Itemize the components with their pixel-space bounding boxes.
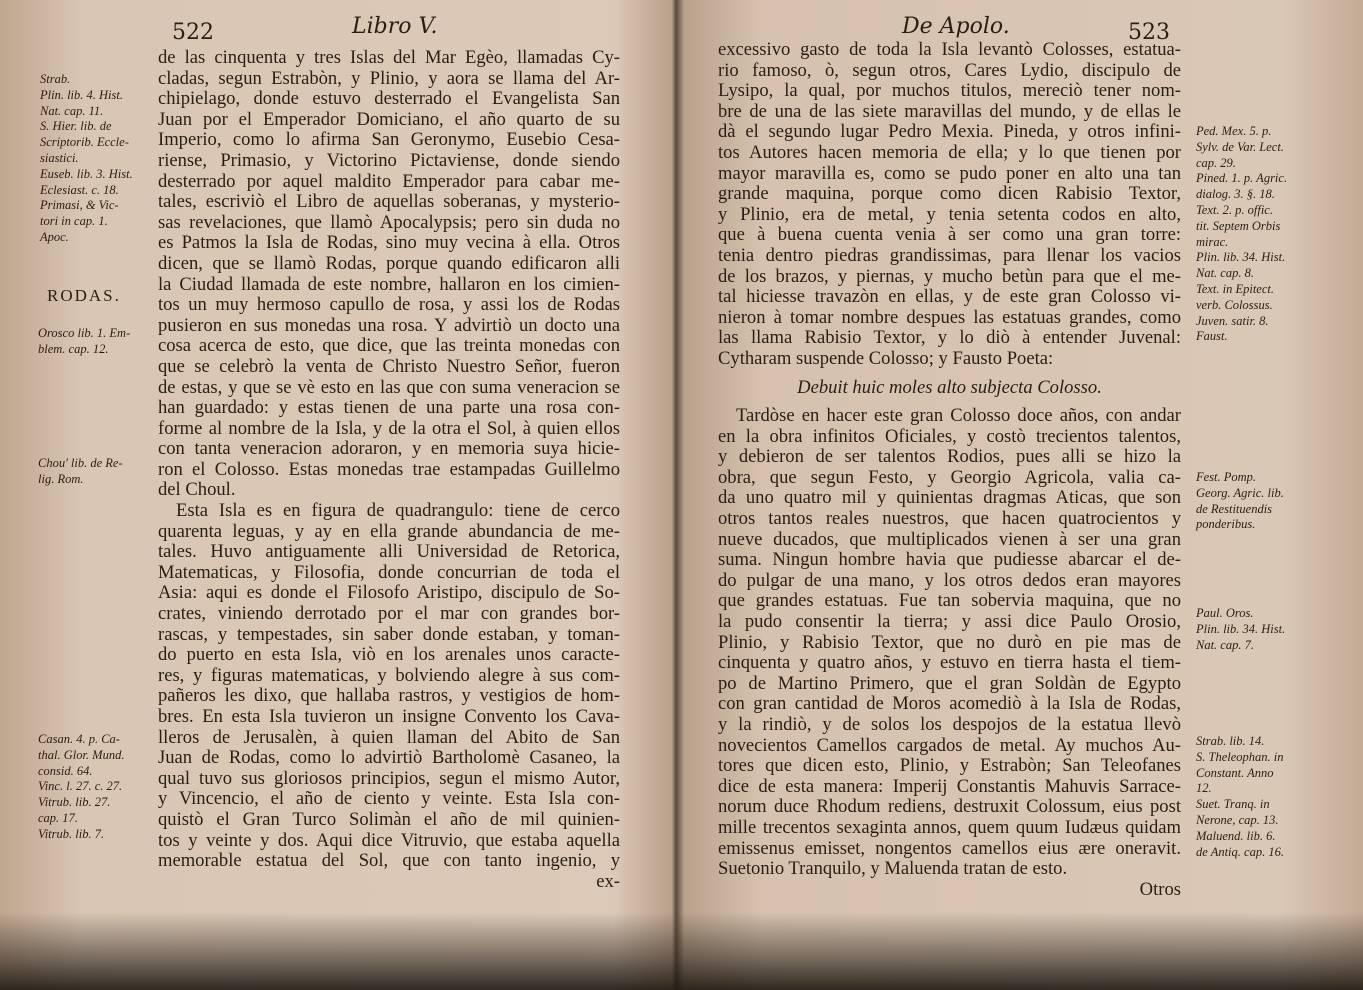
margin-note-line: thal. Glor. Mund. (38, 747, 125, 762)
text-line: Cytharam suspende Colosso; y Fausto Poeta: (718, 347, 1054, 369)
text-line: grande maquina, porque como dicen Rabisio Textor, (718, 183, 1181, 205)
text-line: res, y figuras matematicas, y bolviendo alegre à sus com- (158, 664, 620, 686)
text-line: emissenus emisset, nongentos camellos eius ære oneravit. (718, 837, 1181, 859)
text-line: riense, Primasio, y Victorino Pictaviense, donde siendo (158, 149, 620, 171)
margin-note-line: Plin. lib. 4. Hist. (40, 87, 123, 102)
text-line: pañeros les dixo, que hallaba rastros, y vestigios de hom- (158, 685, 620, 707)
running-head: Libro V. (352, 14, 438, 39)
text-line: Imperio, como lo afirma San Geronymo, Eusebio Cesa- (158, 129, 620, 151)
text-line: cinquenta y quatro años, y estuvo en tierra hasta el tiem- (718, 652, 1181, 674)
margin-note (38, 732, 124, 843)
text-line: po de Martino Primero, que el gran Soldàn de Egypto (718, 672, 1181, 694)
text-line: do pulgar de una mano, y los otros dedos eran mayores (718, 569, 1181, 591)
margin-note-line: mirac. (1196, 234, 1229, 249)
margin-note-line: Strab. (40, 72, 71, 86)
margin-note-line: Georg. Agric. lib. (1196, 485, 1284, 500)
margin-note-line: Apoc. (40, 229, 69, 244)
text-line: crates, viniendo derrotado por el mar con grandes bor- (158, 603, 620, 625)
section-heading: RODAS. (47, 286, 121, 305)
text-line: da uno quatro mil y quinientas dragmas Aticas, que son (718, 487, 1181, 509)
text-line: chipielago, donde estuvo desterrado el Evangelista San (158, 88, 620, 110)
text-line: quistò el Gran Turco Solimàn el año de mil quinien- (158, 808, 620, 830)
text-line: tos y veinte y dos. Aqui dice Vitruvio, que estaba aquella (158, 829, 620, 851)
margin-note-line: Vitrub. lib. 27. (38, 795, 111, 810)
margin-note-line: Chou' lib. de Re- (38, 456, 123, 470)
page-number: 523 (1128, 20, 1170, 45)
margin-note-line: Casan. 4. p. Ca- (38, 732, 120, 746)
text-line: con gran cantidad de Moros acomediò à la Isla de Rodas, (718, 693, 1181, 715)
margin-note-line: tori in cap. 1. (40, 214, 108, 229)
text-line: novecientos Camellos cargados de metal. Ay muchos Au- (718, 734, 1181, 756)
text-line: dice de esta manera: Imperij Constantis Mahuvis Sarrace- (718, 775, 1181, 797)
text-line: es Patmos la Isla de Rodas, sino muy vecina à ella. Otros (158, 232, 620, 254)
text-line: Otros (1139, 878, 1181, 900)
margin-note-line: Sylv. de Var. Lect. (1196, 139, 1284, 154)
text-line: de las cinquenta y tres Islas del Mar Egèo, llamadas Cy- (158, 47, 620, 68)
margin-note-line: de Antiq. cap. 16. (1196, 844, 1284, 859)
margin-note-line: Primasi, & Vic- (40, 198, 119, 213)
margin-note-line: blem. cap. 12. (38, 341, 109, 356)
margin-note-line: Nat. cap. 11. (40, 103, 104, 118)
margin-note-line: Faust. (1196, 329, 1228, 344)
margin-note (1196, 606, 1285, 653)
text-line: del Choul. (158, 479, 236, 501)
margin-note (38, 326, 130, 358)
text-line: rio famoso, ò, segun otros, Cares Lydio, discipulo de (718, 59, 1181, 81)
text-line: de estas, y que se vè esto en las que con suma veneracion se (158, 376, 620, 398)
margin-note-line: verb. Colossus. (1196, 297, 1273, 312)
margin-note-line: tit. Septem Orbis (1196, 218, 1281, 233)
margin-note (1196, 470, 1284, 533)
margin-note-line: Euseb. lib. 3. Hist. (40, 166, 133, 181)
text-line: nueve ducados, que multiplicados vienen à ser una gran (718, 528, 1181, 550)
margin-note-line: Vitrub. lib. 7. (38, 826, 105, 841)
text-line: que à buena cuenta venia à ser como una gran torre: (718, 224, 1181, 246)
margin-note (40, 72, 133, 246)
text-line: y la rindiò, y de solos los despojos de la estatua llevò (718, 714, 1181, 735)
text-line: que se celebrò la venta de Christo Nuestro Señor, fueron (158, 355, 620, 377)
margin-note-line: Plin. lib. 34. Hist. (1196, 250, 1286, 265)
text-line: tales, escriviò el Libro de aquellas soberanas, y mysterio- (158, 191, 620, 213)
text-line: tenia dentro piedras grandissimas, para llenar los vacios (718, 244, 1181, 266)
margin-note-line: 12. (1196, 781, 1212, 796)
text-line: quarenta leguas, y ay en ella grande abundancia de me- (158, 520, 620, 542)
text-line: tos Autores hacen memoria de ella; y lo que tienen por (718, 141, 1181, 163)
margin-note-line: siastici. (40, 150, 79, 165)
text-line: la pudo consentir la tierra; y assi dice Paulo Orosio, (718, 611, 1181, 633)
text-line: dicen, que se llamò Rodas, porque quando edificaron alli (158, 252, 620, 274)
page-number: 522 (172, 20, 214, 45)
text-line: Lysipo, la qual, por muchos titulos, mereciò tener nom- (718, 80, 1181, 102)
text-line: en la obra infinitos Oficiales, y costò trecientos talentos, (718, 425, 1181, 447)
margin-note-line: cap. 17. (38, 810, 78, 825)
text-line: sas revelaciones, que llamò Apocalypsis; pero sin duda no (158, 211, 620, 233)
margin-note-line: ponderibus. (1196, 517, 1256, 532)
margin-note-line: dialog. 3. §. 18. (1196, 187, 1275, 202)
body-text (718, 40, 1181, 900)
margin-note (38, 456, 123, 488)
text-line: ex- (596, 870, 620, 892)
margin-note-line: Vinc. l. 27. c. 27. (38, 779, 123, 794)
margin-note-line: consid. 64. (38, 763, 93, 778)
margin-note-line: Fest. Pomp. (1196, 470, 1257, 484)
margin-note-line: cap. 29. (1196, 155, 1236, 170)
margin-note-line: S. Hier. lib. de (40, 119, 112, 134)
text-line: Juan de Rodas, como lo advirtiò Bartholomè Casaneo, la (158, 747, 620, 769)
margin-note (1196, 124, 1287, 345)
margin-note-line: de Restituendis (1196, 501, 1273, 516)
text-line: y Plinio, era de metal, y tenia setenta codos en alto, (718, 203, 1181, 225)
text-line: do puerto en esta Isla, viò en los arenales unos caracte- (158, 644, 620, 666)
margin-note-line: Text. 2. p. offic. (1196, 202, 1273, 217)
text-line: Esta Isla es en figura de quadrangulo: tiene de cerco (176, 500, 620, 522)
text-line: que grandes estatuas. Fue tan sobervia maquina, que no (718, 590, 1181, 612)
text-line: mayor maravilla es, como se pudo poner en alto una tan (718, 162, 1181, 184)
text-line: Plinio, y Rabisio Textor, que no durò en pie mas de (718, 631, 1181, 653)
text-line: nieron à tomar nombre despues las estatuas grandes, como (718, 306, 1181, 328)
text-line: cosa acerca de esto, que dice, que las treinta monedas con (158, 335, 620, 357)
right-page (680, 0, 1363, 930)
text-line: tales. Huvo antiguamente alli Universidad de Retorica, (158, 541, 620, 563)
margin-note-line: Scriptorib. Eccle- (40, 135, 129, 150)
margin-note-line: Eclesiast. c. 18. (40, 182, 119, 197)
margin-note (1196, 734, 1284, 860)
margin-note-line: Nat. cap. 7. (1196, 637, 1254, 652)
text-line: y debieron de ser talentos Rodios, pues alli se hizo la (718, 446, 1181, 468)
text-line: pusieron en sus monedas una rosa. Y advirtiò un docto una (158, 314, 620, 336)
text-line: dà el segundo lugar Pedro Mexia. Pineda, y otros infini- (718, 121, 1181, 143)
text-line: Matematicas, y Filosofia, donde concurrian de toda el (158, 561, 620, 583)
text-line: forme al nombre de la Isla, y de la otra el Sol, à quien ellos (158, 417, 620, 439)
table-surface (0, 912, 1363, 990)
text-line: con tanta veneracion adoraron, y en memoria suya hicie- (158, 438, 620, 460)
text-line: mille trecentos sexaginta annos, quem quum Iudæus quidam (718, 816, 1181, 838)
text-line: y Vincencio, el año de ciento y veinte. Esta Isla con- (158, 788, 620, 810)
text-line: otros tantos reales nuestros, que hacen quatrocientos y (718, 508, 1181, 530)
text-line: bre de una de las siete maravillas del mundo, y de ellas le (718, 100, 1181, 122)
text-line: excessivo gasto de toda la Isla levantò Colosses, estatua- (718, 39, 1181, 60)
text-line: Juan por el Emperador Domiciano, el año quarto de su (158, 108, 620, 130)
text-line: Suetonio Tranquilo, y Maluenda tratan de esto. (718, 858, 1068, 880)
text-line: tores que dicen esto, Plinio, y Estrabòn; San Teleofanes (718, 755, 1181, 777)
text-line: norum duce Rhodum rediens, destruxit Colossum, eius post (718, 796, 1181, 818)
text-line: desterrado por aquel maldito Emperador para cabar me- (158, 170, 620, 192)
text-line: suma. Ningun hombre havia que pudiesse abarcar el de- (718, 549, 1181, 571)
margin-note-line: Orosco lib. 1. Em- (38, 326, 131, 340)
text-line: la Ciudad llamada de este nombre, hallaron en los cimien- (158, 273, 620, 295)
body-text (158, 48, 620, 892)
text-line: bres. En esta Isla tuvieron un insigne Convento los Cava- (158, 706, 620, 727)
text-line: de los brazos, y piernas, y mucho betùn para que el me- (718, 265, 1181, 287)
margin-note-line: Paul. Oros. (1196, 606, 1254, 620)
text-line: tal hiciesse travazòn en ellas, y de este gran Colosso vi- (718, 286, 1181, 308)
margin-note-line: Juven. satir. 8. (1196, 313, 1269, 328)
text-line: cladas, segun Estrabòn, y Plinio, y aora se llama del Ar- (158, 67, 620, 89)
margin-note-line: Nat. cap. 8. (1196, 266, 1254, 281)
text-line: Debuit huic moles alto subjecta Colosso. (797, 376, 1102, 398)
margin-note-line: S. Theleophan. in (1196, 749, 1284, 764)
text-line: lleros de Jerusalèn, à quien llaman del Abito de San (158, 726, 620, 748)
margin-note-line: Plin. lib. 34. Hist. (1196, 621, 1286, 636)
text-line: Tardòse en hacer este gran Colosso doce años, con andar (736, 405, 1181, 427)
margin-note-line: Pined. 1. p. Agric. (1196, 171, 1288, 186)
margin-note-line: Ped. Mex. 5. p. (1196, 124, 1272, 138)
margin-note-line: Strab. lib. 14. (1196, 734, 1265, 748)
margin-note-line: Text. in Epitect. (1196, 281, 1274, 296)
margin-note-line: Maluend. lib. 6. (1196, 828, 1276, 843)
text-line: han guardado: y estas tienen de una parte una rosa con- (158, 397, 620, 419)
text-line: ron el Colosso. Estas monedas trae estampadas Guillelmo (158, 458, 620, 480)
margin-note-line: Constant. Anno (1196, 765, 1274, 780)
text-line: tos un muy hermoso capullo de rosa, y assi los de Rodas (158, 294, 620, 316)
margin-note-line: Suet. Tranq. in (1196, 797, 1270, 812)
margin-note-line: lig. Rom. (38, 471, 84, 486)
text-line: Asia: aqui es donde el Filosofo Aristipo, discipulo de So- (158, 582, 620, 604)
running-head: De Apolo. (902, 14, 1010, 39)
text-line: memorable estatua del Sol, que con tanto ingenio, y (158, 850, 620, 872)
text-line: rascas, y tempestades, sin saber donde estaban, y toman- (158, 623, 620, 645)
text-line: qual tuvo sus gloriosos principios, segun el mismo Autor, (158, 767, 620, 789)
margin-note-line: Nerone, cap. 13. (1196, 812, 1279, 827)
left-page (0, 0, 668, 930)
text-line: obra, que segun Festo, y Georgio Agricola, valia ca- (718, 466, 1181, 488)
text-line: las llama Rabisio Textor, y lo diò à entender Juvenal: (718, 327, 1181, 349)
